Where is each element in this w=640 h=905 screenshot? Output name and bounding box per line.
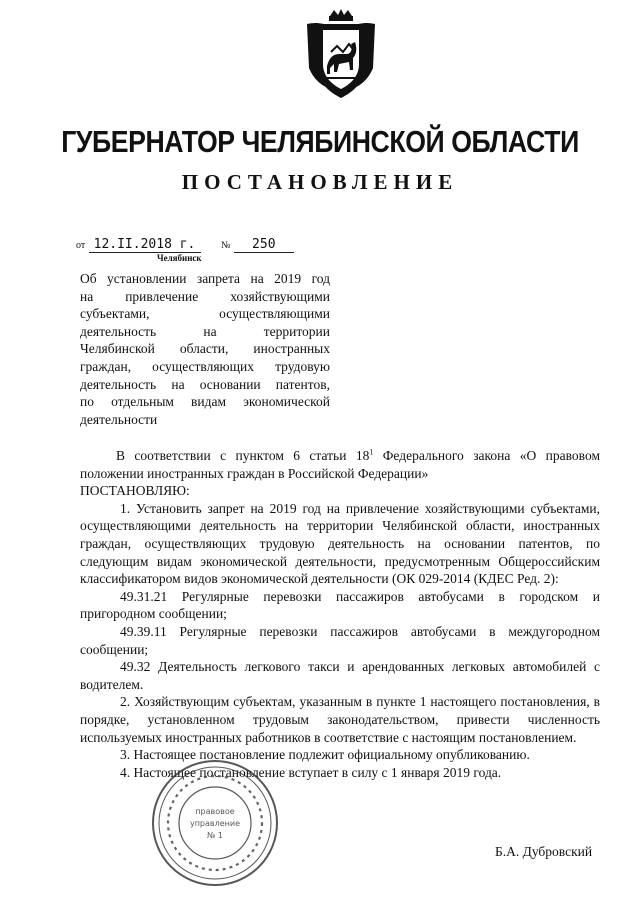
preamble-paragraph [80, 447, 600, 482]
preamble-text-a: В соответствии с пунктом 6 статьи 18 [116, 448, 370, 463]
activity-code-1: 49.31.21 Регулярные перевозки пассажиров автобусами в городском и пригородном сообщении; [80, 588, 600, 622]
preamble-text-b: Федерального закона «О правовом положении иностранных граждан в Российской Федерации» [80, 448, 600, 481]
number-prefix: № [221, 240, 231, 251]
date-number-line [76, 236, 294, 253]
item-3-paragraph: 3. Настоящее постановление подлежит официальному опубликованию. [120, 747, 530, 763]
subject-line: Об установлении запрета на 2019 год [80, 271, 330, 286]
official-stamp [150, 758, 280, 888]
subject-line: Челябинской области, иностранных [80, 341, 330, 357]
item-2-paragraph: 2. Хозяйствующим субъектам, указанным в пункте 1 настоящего постановления, в порядке, установленном трудовым законодательством, привести численность используемых иностранных работников в соответствие с настоящим постановлением. [80, 694, 600, 745]
activity-code-2: 49.39.11 Регулярные перевозки пассажиров автобусами в междугородном сообщении; [80, 623, 600, 657]
document-type-heading: ПОСТАНОВЛЕНИЕ [181, 170, 459, 194]
document-number: 250 [234, 238, 294, 253]
city-label: Челябинск [157, 253, 202, 263]
date-prefix: от [76, 240, 86, 251]
subject-line: по отдельным видам экономической [80, 394, 330, 410]
subject-line: деятельности [80, 411, 158, 427]
subject-line: на привлечение хозяйствующими [80, 288, 330, 304]
subject-line: граждан, осуществляющих трудовую [80, 358, 330, 374]
signature-name: Б.А. Дубровский [495, 844, 593, 859]
document-subject [80, 270, 330, 428]
subject-line: деятельность на территории [80, 323, 330, 339]
article-superscript: 1 [369, 447, 374, 457]
document-date: 12.II.2018 г. [89, 238, 201, 253]
resolve-line: ПОСТАНОВЛЯЮ: [80, 483, 190, 499]
document-body [80, 447, 600, 781]
stamp-text-line: правовое [195, 807, 235, 816]
item-1-paragraph: 1. Установить запрет на 2019 год на привлечение хозяйствующими субъектами, осуществляющими деятельность на территории Челябинской области, иностранных граждан, осуществляющих трудовую деятельность на основании патентов, по следующим видам экономической деятельности, предусмотренным Общероссийским классификатором видов экономической деятельности (ОК 029-2014 (КДЕС Ред. 2): [80, 500, 600, 587]
governor-title: ГУБЕРНАТОР ЧЕЛЯБИНСКОЙ ОБЛАСТИ [61, 124, 579, 159]
coat-of-arms-emblem [303, 8, 379, 104]
subject-line: субъектами, осуществляющими [80, 306, 330, 322]
item-4-paragraph: 4. Настоящее постановление вступает в силу с 1 января 2019 года. [120, 764, 502, 780]
activity-code-3: 49.32 Деятельность легкового такси и арендованных легковых автомобилей с водителем. [80, 659, 600, 692]
stamp-text-line: управление [189, 819, 241, 828]
subject-line: деятельность на основании патентов, [80, 376, 330, 392]
stamp-text-line: № 1 [207, 831, 223, 840]
